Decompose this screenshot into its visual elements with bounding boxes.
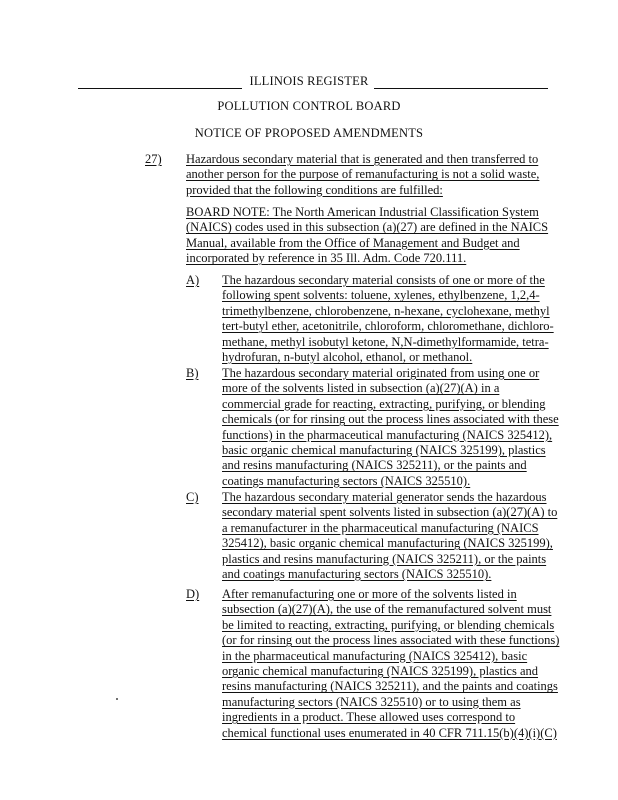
item-c-line: plastics and resins manufacturing (NAICS 325211), or the paints [222, 551, 547, 566]
notice-title: NOTICE OF PROPOSED AMENDMENTS [194, 126, 424, 140]
item-c-text [222, 490, 557, 582]
section-line: another person for the purpose of remanufacturing is not a solid waste, [186, 167, 540, 182]
item-d-line: ingredients in a product. These allowed uses correspond to [222, 710, 516, 725]
item-a-label: A) [186, 273, 200, 287]
item-d-line: After remanufacturing one or more of the solvents listed in [222, 587, 517, 601]
item-b-line: The hazardous secondary material originated from using one or [222, 366, 540, 380]
item-b-line: functions) in the pharmaceutical manufacturing (NAICS 325412), [222, 427, 553, 442]
item-a-text [222, 273, 554, 365]
section-line: provided that the following conditions are fulfilled: [186, 182, 443, 197]
item-d-line: chemical functional uses enumerated in 40 CFR 711.15(b)(4)(i)(C) [222, 725, 557, 740]
item-d-line: manufacturing sectors (NAICS 325510) or to using them as [222, 694, 521, 709]
item-d-line: (or for rinsing out the process lines associated with these functions) [222, 633, 560, 648]
item-d-text [222, 587, 559, 741]
register-title: ILLINOIS REGISTER [249, 74, 369, 88]
board-note-line: incorporated by reference in 35 Ill. Adm. Code 720.111. [186, 251, 467, 266]
board-note [186, 205, 548, 267]
item-d-label: D) [186, 587, 200, 601]
item-b-line: commercial grade for reacting, extracting, purifying, or blending [222, 396, 546, 411]
item-b-text [222, 366, 559, 489]
item-c-line: a remanufacturer in the pharmaceutical manufacturing (NAICS [222, 520, 539, 535]
item-a-line: methane, methyl isobutyl ketone, N,N-dimethylformamide, tetra- [222, 334, 549, 349]
item-b-line: chemicals (or for rinsing out the process lines associated with these [222, 412, 559, 427]
item-c-label: C) [186, 490, 199, 504]
item-c-line: and coatings manufacturing sectors (NAICS 325510). [222, 566, 492, 581]
item-b-label: B) [186, 366, 199, 380]
item-d-line: be limited to reacting, extracting, purifying, or blending chemicals [222, 617, 555, 632]
item-d-line: subsection (a)(27)(A), the use of the remanufactured solvent must [222, 602, 552, 617]
item-b-line: basic organic chemical manufacturing (NAICS 325199), plastics [222, 442, 546, 457]
board-note-line: BOARD NOTE: The North American Industrial Classification System [186, 205, 539, 219]
section-number: 27) [145, 152, 162, 166]
item-a-line: following spent solvents: toluene, xylenes, ethylbenzene, 1,2,4- [222, 288, 540, 303]
item-b-line: coatings manufacturing sectors (NAICS 325510). [222, 473, 471, 488]
board-name: POLLUTION CONTROL BOARD [217, 99, 401, 113]
item-b-line: more of the solvents listed in subsection (a)(27)(A) in a [222, 381, 500, 396]
item-c-line: secondary material spent solvents listed in subsection (a)(27)(A) to [222, 505, 558, 520]
section-intro [186, 152, 539, 198]
scan-speck [116, 698, 118, 700]
section-line: Hazardous secondary material that is generated and then transferred to [186, 152, 539, 166]
item-d-line: in the pharmaceutical manufacturing (NAICS 325412), basic [222, 648, 528, 663]
item-d-line: organic chemical manufacturing (NAICS 325199), plastics and [222, 663, 539, 678]
item-a-line: trimethylbenzene, chlorobenzene, n-hexane, cyclohexane, methyl [222, 303, 550, 318]
board-note-line: Manual, available from the Office of Management and Budget and [186, 235, 520, 250]
item-d-line: resins manufacturing (NAICS 325211), and the paints and coatings [222, 679, 558, 694]
item-c-line: 325412), basic organic chemical manufacturing (NAICS 325199), [222, 536, 553, 551]
item-c-line: The hazardous secondary material generator sends the hazardous [222, 490, 547, 504]
item-a-line: tert-butyl ether, acetonitrile, chloroform, chloromethane, dichloro- [222, 319, 554, 334]
item-a-line: hydrofuran, n-butyl alcohol, ethanol, or methanol. [222, 349, 473, 364]
board-note-line: (NAICS) codes used in this subsection (a)(27) are defined in the NAICS [186, 220, 549, 235]
item-a-line: The hazardous secondary material consists of one or more of the [222, 273, 545, 287]
item-b-line: and resins manufacturing (NAICS 325211), or the paints and [222, 458, 527, 473]
